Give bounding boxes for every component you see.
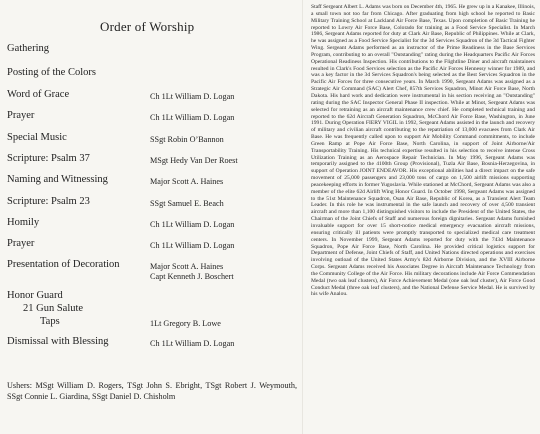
program-item: Word of Grace: [7, 89, 70, 100]
fold-line: [302, 0, 303, 434]
program-officiant: Major Scott A. Haines: [150, 262, 224, 271]
program-officiant: Capt Kenneth J. Boschert: [150, 272, 234, 281]
program-officiant: Major Scott A. Haines: [150, 177, 224, 186]
program-item: Gathering: [7, 43, 49, 54]
program-item: Naming and Witnessing: [7, 174, 108, 185]
program-officiant: Ch 1Lt William D. Logan: [150, 113, 235, 122]
program-officiant: SSgt Samuel E. Beach: [150, 199, 224, 208]
program-item: Honor Guard: [7, 290, 63, 301]
program-item: Posting of the Colors: [7, 67, 96, 78]
program-item: Homily: [7, 217, 40, 228]
program-item: Prayer: [7, 238, 35, 249]
biography-text: Staff Sergeant Albert L. Adams was born on December 4th, 1965. He grew up in a Kanakee, Illinois, a small town not too far from Chicago. After graduating from high school he reported to Basic Military Training School at Lackland Air Force Base, Texas. Upon completion of Basic Training he reported to Lowry Air Force Base, Colorado for training as a Food Service Specialist. In March 1986, Sergeant Adams reported for duty at Clark Air Base, Republic of Philippines. While at Clark, he was assigned as a Food Service Specialist for the 3d Services Squadron of the 3d Tactical Fighter Wing. Sergeant Adams performed as an instructor of the Prime Readiness in the Base Services Program, contributing to an overall "Outstanding" rating during the Headquarters Pacific Air Forces Operational Readiness Inspection. His contributions to the Flightline Diner and aircraft maintainers resulted in Clark's Food Services selection as the Pacific Air Forces Hennessy winner for 1989, and was a key factor in the 3d Services Squadron's being selected as the Best Services Squadron in the Pacific Air Forces for three consecutive years. In March 1990, Sergeant Adams was assigned as a Strategic Air Command (SAC) Alert Chef, 857th Services Squadron, Minot Air Force Base, North Dakota. His hard work and dedication were instrumental in his section receiving an "Outstanding" rating during the SAC Inspector General Phase II inspection. While at Minot, Sergeant Adams was selected for retraining as an aircraft maintenance crew chief. He completed technical training and reported to the 62d Aircraft Generation Squadron, McChord Air Force Base, Washington, in June 1991. During Operation FIERY VIGIL in 1992, Sergeant Adams assisted in the launch and recovery of military and civilian aircraft contributing to the repatriation of 13,000 evacuees from Clark Air Base. He was frequently called upon to support Air Mobility Command commitments, to include Green Ramp at Pope Air Force Base, North Carolina, in support of Joint Airborne/Air Transportability Training. His technical expertise resulted in his selection to receive intense Cross Utilization Training as an Aerospace Repair Technician. In May 1996, Sergeant Adams was temporarily assigned to the 4100th Group (Provisional), Tuzla Air Base, Bosnia-Herzegovina, in support of Operation JOINT ENDEAVOR. His exceptional abilities had a direct impact on the safe movement of 25,000 passengers and 23,000 tons of cargo on 1,500 airlift missions supporting peacekeeping efforts in former Yugoslavia. While stationed at McChord, Sergeant Adams was also a member of the elite 62d Airlift Wing Honor Guard. In October 1998, Sergeant Adams was assigned to the 51st Maintenance Squadron, Osan Air Base, Republic of Korea, as a Transient Alert Team Leader. In this role he was instrumental in the safe launch and recovery of over 4,500 transient aircraft and more than 1,100 distinguished visitors to include the President of the United States, the Chairman of the Joint Chiefs of Staff and numerous foreign dignitaries. Sergeant Adams furnished invaluable support for over 15 short-notice medical emergency evacuation aircraft missions, ensuring critically ill patients were promptly transported to specialized medical care treatment centers. In November 1999, Sergeant Adams reported for duty with the 743d Maintenance Squadron, Pope Air Force Base, North Carolina. He provided critical logistics support for Department of Defense, Joint Chiefs of Staff, and United Nations directed operations and exercises involving outload of the United States Army's 82d Airborne Division, and the XVIII Airborne Corps. Sergeant Adams received his Associates Degree in Aircraft Maintenance Technology from the Community College of the Air Force. His military decorations include Air Force Commendation Medal (two oak leaf clusters), Air Force Achievement Medal (one oak leaf cluster), Air Force Good Conduct Medal (three oak leaf clusters), and the National Defense Service Medal. He is survived by his wife Analou.: [311, 4, 535, 298]
program-officiant: Ch 1Lt William D. Logan: [150, 92, 235, 101]
program-item: Taps: [40, 316, 60, 327]
program-item: Prayer: [7, 110, 35, 121]
program-officiant: SSgt Robin O’Bannon: [150, 135, 224, 144]
program-officiant: Ch 1Lt William D. Logan: [150, 220, 235, 229]
program-officiant: 1Lt Gregory B. Lowe: [150, 319, 221, 328]
order-of-worship-title: Order of Worship: [100, 19, 195, 34]
program-officiant: MSgt Hedy Van Der Roest: [150, 156, 238, 165]
program-item: Presentation of Decoration: [7, 259, 120, 270]
program-officiant: Ch 1Lt William D. Logan: [150, 339, 235, 348]
program-item: 21 Gun Salute: [23, 303, 84, 314]
program-item: Scripture: Psalm 23: [7, 196, 90, 207]
program-item: Special Music: [7, 132, 67, 143]
program-item: Scripture: Psalm 37: [7, 153, 90, 164]
program-item: Dismissal with Blessing: [7, 336, 109, 347]
program-officiant: Ch 1Lt William D. Logan: [150, 241, 235, 250]
ushers-list: Ushers: MSgt William D. Rogers, TSgt John S. Ebright, TSgt Robert J. Weymouth, SSgt Connie L. Giardina, SSgt Daniel D. Chisholm: [7, 381, 297, 401]
